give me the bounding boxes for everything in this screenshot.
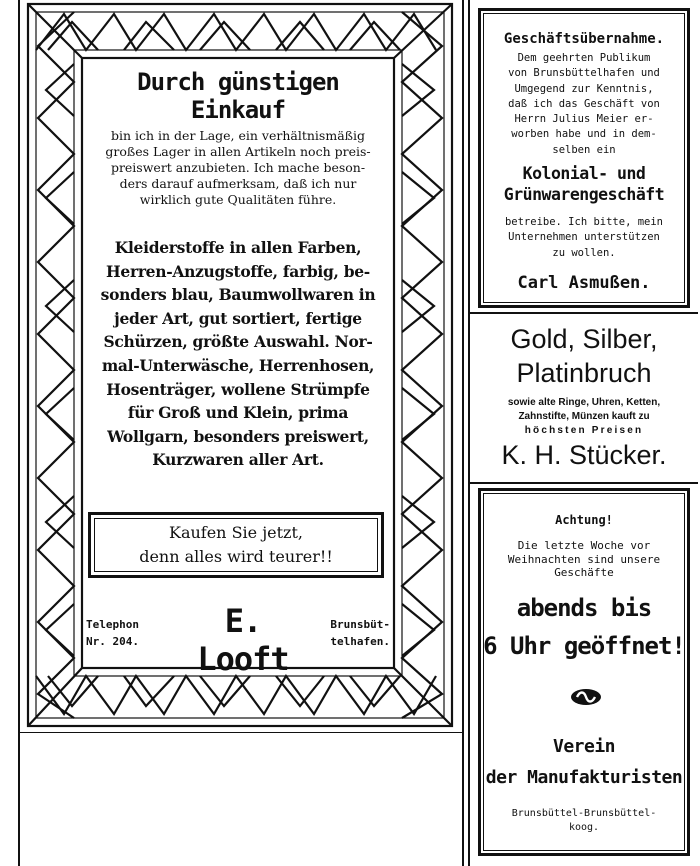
looft-goods-list: Kleiderstoffe in allen Farben, Herren-Anzugstoffe, farbig, be- sonders blau, Baumwollwaren in jeder Art, gut sortiert, fertige Schürzen, größte Auswahl. Nor- mal-Unterwäsche, Herrenhosen, Hosenträger, wollene Strümpfe für Groß und Klein, prima Wollgarn, besonders preiswert, Kurzwaren aller Art. xyxy=(100,238,376,470)
looft-headline: Durch günstigen Einkauf xyxy=(137,68,339,124)
buy-now-callout xyxy=(88,512,384,578)
opening-hours: abends bis 6 Uhr geöffnet! xyxy=(483,594,685,660)
takeover-shop-type: Kolonial- und Grünwarengeschäft xyxy=(503,164,665,204)
takeover-title: Geschäftsübernahme. xyxy=(503,31,665,47)
gold-silver-ad xyxy=(470,316,698,478)
takeover-body: Dem geehrten Publikum von Brunsbüttelhafen und Umgegend zur Kenntnis, daß ich das Geschäft von Herrn Julius Meier er- worben habe und in dem- selben ein xyxy=(508,52,660,156)
gold-silver-heading: Gold, Silber, xyxy=(510,324,658,354)
buyer-name: K. H. Stücker. xyxy=(501,440,667,470)
takeover-request: betreibe. Ich bitte, mein Unternehmen unterstützen zu wollen. xyxy=(504,216,664,259)
ornament-icon xyxy=(569,687,603,707)
looft-advertisement xyxy=(24,0,456,730)
takeover-signature: Carl Asmußen. xyxy=(517,273,651,293)
business-takeover-ad xyxy=(478,8,690,308)
christmas-week-notice: Die letzte Woche vor Weihnachten sind unsere Geschäfte xyxy=(507,539,661,579)
left-ad-bottom-rule xyxy=(20,732,462,733)
callout-line-2: denn alles wird teurer!! xyxy=(139,547,333,566)
merchant-name: E. Looft xyxy=(197,602,289,678)
telephone-number: Telephon Nr. 204. xyxy=(86,618,139,648)
association-location: Brunsbüttel-Brunsbüttel- koog. xyxy=(511,808,657,833)
association-name: Verein der Manufakturisten xyxy=(485,736,683,788)
column-divider-rule xyxy=(462,0,464,866)
merchant-location: Brunsbüt- telhafen. xyxy=(330,618,390,648)
left-margin-rule xyxy=(18,0,20,866)
callout-line-1: Kaufen Sie jetzt, xyxy=(168,523,303,542)
attention-title: Achtung! xyxy=(555,513,613,527)
platinum-heading: Platinbruch xyxy=(516,358,652,388)
right-column-separator-1 xyxy=(470,312,698,314)
gold-silver-details: sowie alte Ringe, Uhren, Ketten, Zahnstifte, Münzen kauft zu höchsten Preisen xyxy=(507,397,661,436)
right-column-separator-2 xyxy=(470,482,698,484)
looft-ad-content xyxy=(86,62,390,678)
christmas-hours-ad xyxy=(478,488,690,856)
looft-intro-text: bin ich in der Lage, ein verhältnismäßig großes Lager in allen Artikeln noch preis- preiswert anzubieten. Ich mache beson- ders darauf aufmerksam, daß ich nur wirklich gute Qualitäten führe. xyxy=(105,128,371,207)
